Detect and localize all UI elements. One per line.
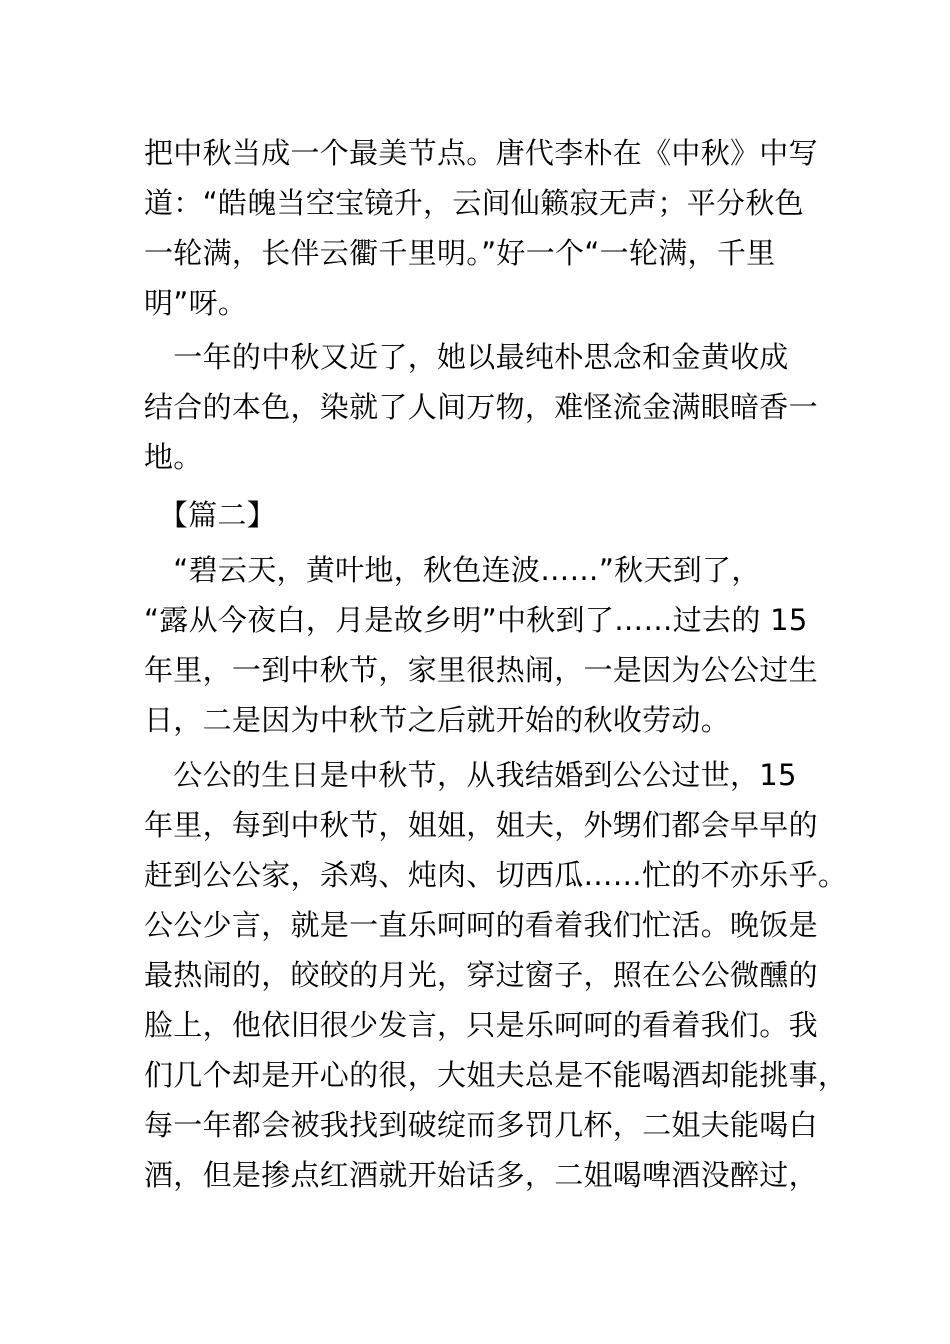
paragraph-2 — [144, 332, 818, 482]
text-line: 年里，一到中秋节，家里很热闹，一是因为公公过生 — [144, 653, 818, 687]
text-line: “露从今夜白，月是故乡明”中秋到了……过去的 15 — [144, 603, 808, 637]
section-heading — [144, 490, 810, 540]
text-line: 把中秋当成一个最美节点。唐代李朴在《中秋》中写 — [144, 136, 818, 170]
text-line: 道：“皓魄当空宝镜升，云间仙籁寂无声；平分秋色 — [144, 186, 804, 220]
paragraph-1 — [144, 128, 818, 328]
text-line: 明”呀。 — [144, 286, 248, 320]
text-line: 公公少言，就是一直乐呵呵的看着我们忙活。晚饭是 — [144, 908, 818, 942]
text-line: 结合的本色，染就了人间万物，难怪流金满眼暗香一 — [144, 390, 818, 424]
text-line: 们几个却是开心的很，大姐夫总是不能喝酒却能挑事， — [144, 1058, 848, 1092]
text-line: 每一年都会被我找到破绽而多罚几杯，二姐夫能喝白 — [144, 1108, 818, 1142]
text-line: 年里，每到中秋节，姐姐，姐夫，外甥们都会早早的 — [144, 808, 818, 842]
section-heading-text: 【篇二】 — [144, 498, 277, 532]
text-line: 日，二是因为中秋节之后就开始的秋收劳动。 — [144, 703, 731, 737]
text-line: 酒，但是掺点红酒就开始话多，二姐喝啤酒没醉过， — [144, 1158, 818, 1192]
paragraph-4 — [144, 750, 848, 1200]
text-line: 最热闹的，皎皎的月光，穿过窗子，照在公公微醺的 — [144, 958, 818, 992]
text-line: 公公的生日是中秋节，从我结婚到公公过世，15 — [144, 758, 797, 792]
text-line: 赶到公公家，杀鸡、炖肉、切西瓜……忙的不亦乐乎。 — [144, 858, 848, 892]
text-line: 一年的中秋又近了，她以最纯朴思念和金黄收成 — [144, 340, 789, 374]
text-line: “碧云天，黄叶地，秋色连波……”秋天到了， — [144, 553, 761, 587]
text-line: 脸上，他依旧很少发言，只是乐呵呵的看着我们。我 — [144, 1008, 818, 1042]
text-line: 地。 — [144, 440, 203, 474]
paragraph-3 — [144, 545, 818, 745]
text-line: 一轮满，长伴云衢千里明。”好一个“一轮满，千里 — [144, 236, 776, 270]
